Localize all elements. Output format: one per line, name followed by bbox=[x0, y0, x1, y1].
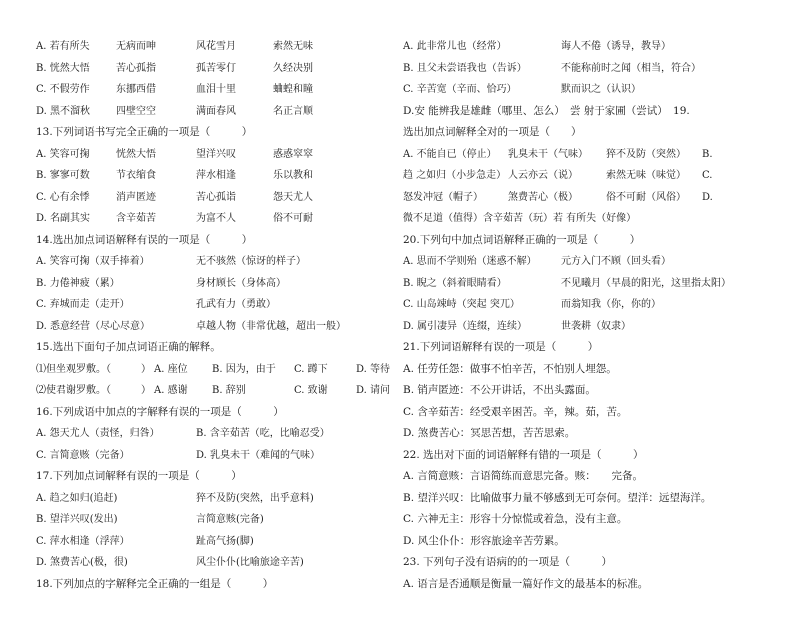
text-cell: 无病而呻 bbox=[116, 41, 156, 52]
text-cell: 恍然大悟 bbox=[116, 148, 156, 160]
text-cell: D. 属引凄异（连缀，连续） bbox=[403, 320, 528, 332]
left-column bbox=[36, 36, 392, 595]
text-cell: B. bbox=[702, 148, 713, 160]
option-line bbox=[36, 165, 392, 187]
text-cell: A. 趋之如归(追赶) bbox=[36, 492, 118, 504]
option-line bbox=[36, 380, 392, 402]
text-cell: B. 且父未尝语我也（告诉） bbox=[403, 62, 527, 74]
text-cell: 若 有所失（好像） bbox=[553, 213, 637, 224]
option-line bbox=[403, 165, 773, 187]
text-cell: 16.下列成语中加点的字解释有误的一项是（ ） bbox=[36, 405, 284, 418]
text-cell: C. 含辛茹苦：经受艰辛困苦。辛，辣。茹，苦。 bbox=[403, 405, 628, 418]
option-line bbox=[36, 208, 392, 230]
text-cell: ⑴但坐观罗敷。（ ） bbox=[36, 363, 151, 375]
text-cell: 苦心孤指 bbox=[116, 62, 156, 74]
text-cell: D.安 能辨我是雄雌（哪里、怎么） 尝 射于家圃（尝试） 19. bbox=[403, 104, 690, 117]
text-cell: A. 笑容可掬（双手捧着） bbox=[36, 256, 150, 267]
question-line bbox=[403, 359, 773, 381]
option-line bbox=[403, 144, 773, 166]
text-cell: 名正言顺 bbox=[273, 105, 313, 117]
question-line bbox=[36, 337, 392, 359]
text-cell: 四壁空空 bbox=[116, 105, 156, 117]
text-cell: A. 语言是否通顺是衡量一篇好作文的最基本的标准。 bbox=[403, 577, 649, 590]
text-cell: A. 若有所失 bbox=[36, 41, 90, 52]
text-cell: A. 座位 bbox=[154, 363, 188, 375]
text-cell: C. 辛苦宽（辛而、恰巧） bbox=[403, 84, 517, 95]
text-cell: 为富不人 bbox=[196, 213, 236, 224]
question-line bbox=[403, 230, 773, 252]
text-cell: 22. 选出对下面的词语解释有错的一项是（ ） bbox=[403, 448, 644, 461]
text-cell: 而翁知我（你，你的） bbox=[561, 299, 661, 310]
question-line bbox=[36, 466, 392, 488]
text-cell: 俗不可耐（风俗） bbox=[606, 191, 686, 203]
text-cell: 趾高气扬(脚) bbox=[196, 535, 254, 547]
text-cell: B. 含辛茹苦（吃，比喻忍受） bbox=[196, 428, 330, 439]
option-line bbox=[403, 36, 773, 58]
option-line bbox=[403, 187, 773, 209]
text-cell: 默而识之（认识） bbox=[561, 84, 641, 95]
text-cell: D. bbox=[702, 191, 713, 203]
text-cell: 血泪十里 bbox=[196, 84, 236, 95]
text-cell: D. 黑不溜秋 bbox=[36, 105, 91, 117]
option-line bbox=[36, 316, 392, 338]
text-cell: 21.下列词语解释有误的一项是（ ） bbox=[403, 341, 599, 353]
text-cell: 消声匿迹 bbox=[116, 191, 156, 203]
text-cell: B. 望洋兴叹：比喻做事力量不够感到无可奈何。望洋：远望海洋。 bbox=[403, 491, 712, 504]
text-cell: 元方入门不顾（回头看） bbox=[561, 256, 671, 267]
question-line bbox=[403, 552, 773, 574]
option-line bbox=[36, 445, 392, 467]
text-cell: 煞费苦心（极） bbox=[508, 191, 578, 203]
text-cell: 18.下列加点的字解释完全正确的一组是（ ） bbox=[36, 577, 274, 590]
text-cell: 选出加点词解释全对的一项是（ ） bbox=[403, 126, 582, 138]
question-line bbox=[403, 337, 773, 359]
text-cell: C. 不假劳作 bbox=[36, 84, 90, 95]
text-cell: 不能称前时之闻（相当，符合） bbox=[561, 62, 701, 74]
text-cell: 蛐蝗和瞳 bbox=[273, 84, 313, 95]
text-cell: 乐以教和 bbox=[273, 170, 313, 181]
question-line bbox=[403, 101, 773, 123]
text-cell: 惑惑窣窣 bbox=[273, 148, 313, 160]
question-line bbox=[403, 531, 773, 553]
text-cell: D. 请问 bbox=[356, 385, 391, 396]
text-cell: 趋 之如归（小步急走） bbox=[403, 170, 507, 181]
text-cell: 14.选出加点词语解释有误的一项是（ ） bbox=[36, 233, 253, 246]
text-cell: 萍水相逢 bbox=[196, 170, 236, 181]
text-cell: D. 名副其实 bbox=[36, 213, 91, 224]
option-line bbox=[36, 251, 392, 273]
option-line bbox=[36, 273, 392, 295]
text-cell: A. 思而不学则殆（迷惑不解） bbox=[403, 256, 537, 267]
text-cell: A. 不能自已（停止） bbox=[403, 148, 497, 160]
text-cell: C. 萍水相逢（浮萍） bbox=[36, 535, 130, 547]
text-cell: 世袭耕（奴隶） bbox=[561, 320, 631, 332]
text-cell: 人云亦云（说） bbox=[508, 170, 578, 181]
text-cell: 苦心孤诣 bbox=[196, 191, 236, 203]
text-cell: 身材顾长（身体高） bbox=[196, 277, 286, 289]
text-cell: 东挪西借 bbox=[116, 84, 156, 95]
text-cell: 猝不及防（突然） bbox=[606, 148, 686, 160]
question-line bbox=[36, 230, 392, 252]
text-cell: D. 等待 bbox=[356, 363, 391, 375]
option-line bbox=[36, 423, 392, 445]
text-cell: B. 销声匿迹：不公开讲话，不出头露面。 bbox=[403, 384, 596, 396]
text-cell: 索然无味 bbox=[273, 41, 313, 52]
text-cell: C. 六神无主：形容十分惊慌或着急，没有主意。 bbox=[403, 513, 628, 525]
text-cell: 含辛茹苦（玩） bbox=[483, 213, 553, 224]
text-cell: D. 悉意经营（尽心尽意） bbox=[36, 320, 151, 332]
option-line bbox=[36, 488, 392, 510]
text-cell: D. 乳臭未干（难闻的气味） bbox=[196, 449, 321, 461]
text-cell: A. 言简意赅：言语简练而意思完备。赅： 完备。 bbox=[403, 470, 644, 482]
text-cell: 怒发冲冠（帽子） bbox=[403, 191, 483, 203]
text-cell: 言简意赅(完备) bbox=[196, 514, 264, 525]
text-cell: B. 力倦神疲（累） bbox=[36, 277, 120, 289]
text-cell: ⑵使君谢罗敷。（ ） bbox=[36, 385, 151, 396]
text-cell: B. 辞别 bbox=[212, 385, 246, 396]
text-cell: B. 因为，由于 bbox=[212, 363, 276, 375]
text-cell: A. 感谢 bbox=[154, 385, 188, 396]
option-line bbox=[36, 58, 392, 80]
option-line bbox=[36, 294, 392, 316]
text-cell: C. 蹲下 bbox=[294, 363, 328, 375]
question-line bbox=[36, 402, 392, 424]
option-line bbox=[403, 251, 773, 273]
text-cell: 15.选出下面句子加点词语正确的解释。 bbox=[36, 341, 221, 353]
text-cell: 13.下列词语书写完全正确的一项是（ ） bbox=[36, 126, 253, 138]
option-line bbox=[403, 208, 773, 230]
option-line bbox=[403, 273, 773, 295]
text-cell: C. 心有余悸 bbox=[36, 191, 90, 203]
option-line bbox=[36, 79, 392, 101]
option-line bbox=[403, 316, 773, 338]
option-line bbox=[36, 552, 392, 574]
text-cell: D. 煞费苦心(极，很) bbox=[36, 557, 128, 568]
text-cell: 不见曦月（早晨的阳光，这里指太阳） bbox=[561, 277, 731, 289]
question-line bbox=[36, 574, 392, 596]
text-cell: D. 风尘仆仆：形容旅途辛苦劳累。 bbox=[403, 534, 565, 547]
question-line bbox=[403, 509, 773, 531]
text-cell: 望洋兴叹 bbox=[196, 148, 236, 160]
question-line bbox=[403, 402, 773, 424]
option-line bbox=[36, 509, 392, 531]
text-cell: A. 任劳任怨：做事不怕辛苦，不怕别人埋怨。 bbox=[403, 362, 617, 375]
text-cell: 含辛茹苦 bbox=[116, 213, 156, 224]
text-cell: 猝不及防(突然，出乎意料) bbox=[196, 492, 314, 504]
option-line bbox=[36, 36, 392, 58]
text-cell: 风尘仆仆(比喻旅途辛苦) bbox=[196, 557, 304, 568]
text-cell: B. 睨之（斜着眼睛看） bbox=[403, 277, 507, 289]
question-line bbox=[403, 423, 773, 445]
option-line bbox=[36, 101, 392, 123]
text-cell: 俗不可耐 bbox=[273, 213, 313, 224]
question-line bbox=[403, 574, 773, 596]
question-line bbox=[403, 466, 773, 488]
text-cell: 卓越人物（非常优越，超出一般） bbox=[196, 320, 346, 332]
text-cell: 孤苦零仃 bbox=[196, 62, 236, 74]
text-cell: 微不足道（值得） bbox=[403, 213, 483, 224]
option-line bbox=[36, 187, 392, 209]
text-cell: A. 笑容可掬 bbox=[36, 148, 90, 160]
option-line bbox=[36, 144, 392, 166]
option-line bbox=[403, 79, 773, 101]
option-line bbox=[36, 531, 392, 553]
text-cell: 17.下列加点词解释有误的一项是（ ） bbox=[36, 470, 242, 482]
text-cell: 诲人不倦（诱导，教导） bbox=[561, 41, 671, 52]
question-line bbox=[36, 122, 392, 144]
text-cell: 无不骇然（惊讶的样子） bbox=[196, 256, 306, 267]
text-cell: 节衣缩食 bbox=[116, 170, 156, 181]
text-cell: B. 恍然大悟 bbox=[36, 62, 90, 74]
text-cell: C. bbox=[702, 170, 713, 181]
text-cell: C. 山岛竦峙（突起 突兀） bbox=[403, 299, 520, 310]
question-line bbox=[403, 445, 773, 467]
text-cell: A. 此非常儿也（经常） bbox=[403, 41, 507, 52]
option-line bbox=[403, 294, 773, 316]
text-cell: B. 寥寥可数 bbox=[36, 170, 90, 181]
question-line bbox=[403, 488, 773, 510]
option-line bbox=[36, 359, 392, 381]
text-cell: 索然无味（味觉） bbox=[606, 170, 686, 181]
text-cell: 20.下列句中加点词语解释正确的一项是（ ） bbox=[403, 233, 641, 246]
text-cell: B. 望洋兴叹(发出) bbox=[36, 514, 118, 525]
text-cell: 23. 下列句子没有语病的的一项是（ ） bbox=[403, 556, 613, 568]
text-cell: 风花雪月 bbox=[196, 41, 236, 52]
text-cell: 孔武有力（勇敢） bbox=[196, 299, 276, 310]
right-column bbox=[403, 36, 773, 595]
question-line bbox=[403, 380, 773, 402]
text-cell: 乳臭未干（气味） bbox=[508, 148, 588, 160]
text-cell: A. 怨天尤人（责怪，归咎） bbox=[36, 428, 160, 439]
text-cell: C. 弃城而走（走开） bbox=[36, 299, 130, 310]
text-cell: D. 煞费苦心：冥思苦想，苦苦思索。 bbox=[403, 427, 576, 439]
question-line bbox=[403, 122, 773, 144]
text-cell: 满面春风 bbox=[196, 105, 236, 117]
text-cell: 久经决别 bbox=[273, 62, 313, 74]
text-cell: C. 言简意赅（完备） bbox=[36, 449, 130, 461]
option-line bbox=[403, 58, 773, 80]
text-cell: C. 致谢 bbox=[294, 385, 328, 396]
text-cell: 怨天尤人 bbox=[273, 191, 313, 203]
